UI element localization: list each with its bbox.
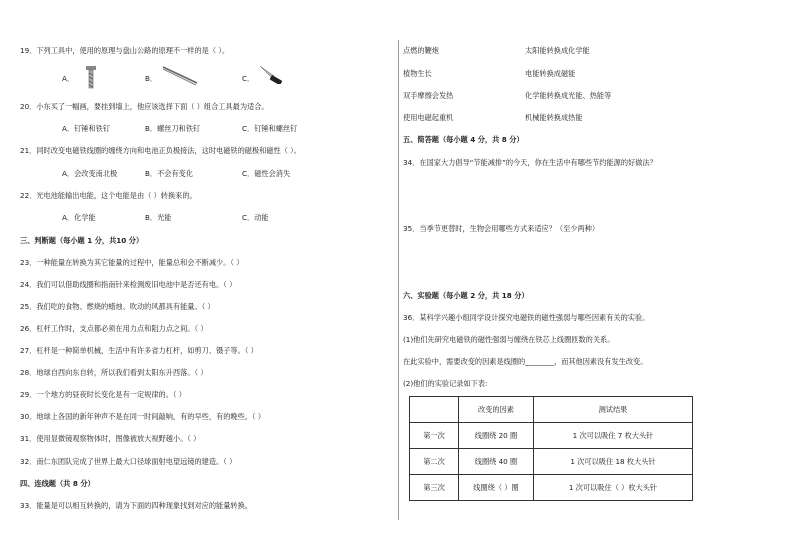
table-cell: 线圈绕 40 圈 xyxy=(459,449,534,475)
table-cell: 1 次可以吸住（ ）枚大头针 xyxy=(534,475,693,501)
section-6-heading: 六、实验题（每小题 2 分，共 18 分） xyxy=(403,291,529,300)
question-25: 25．我们吃的食物、燃烧的蜡烛、吹动的风都具有能量。（ ） xyxy=(20,302,215,311)
match-phenomenon: 双手摩擦会发热 xyxy=(403,91,454,100)
question-20: 20．小东买了一幅画，要挂到墙上，他应该选择下面（ ）组合工具最为适合。 xyxy=(20,102,269,111)
option-21-a: A．会改变南北极 xyxy=(62,169,118,178)
option-20-a: A．钉锤和铁钉 xyxy=(62,124,111,133)
option-22-b: B．光能 xyxy=(145,213,172,222)
question-23: 23．一种能量在转换为其它能量的过程中，能量总和会不断减少。（ ） xyxy=(20,258,244,267)
section-4-heading: 四、连线题（共 8 分） xyxy=(20,479,95,488)
tweezers-icon xyxy=(160,64,200,86)
option-20-c: C．钉锤和螺丝钉 xyxy=(242,124,298,133)
question-36-fill-blank: 在此实验中，需要改变的因素是线圈的________，而其他因素没有发生改变。 xyxy=(403,357,648,366)
table-header-row xyxy=(410,397,693,423)
question-27: 27．杠杆是一种简单机械，生活中有许多省力杠杆，如剪刀、镊子等。（ ） xyxy=(20,346,258,355)
column-divider xyxy=(398,40,399,520)
question-32: 32．南仁东团队完成了世界上最大口径球面射电望远镜的建造。（ ） xyxy=(20,457,237,466)
table-row xyxy=(410,475,693,501)
question-33: 33．能量是可以相互转换的，请为下面的四种现象找到对应的能量转换。 xyxy=(20,501,252,510)
table-row xyxy=(410,423,693,449)
table-header-cell: 改变的因素 xyxy=(459,397,534,423)
option-21-b: B．不会有变化 xyxy=(145,169,194,178)
question-22: 22．光电池能输出电能，这个电能是由（ ）转换来的。 xyxy=(20,191,197,200)
question-24: 24．我们可以借助线圈和指南针来检测废旧电池中是否还有电。（ ） xyxy=(20,280,237,289)
question-31: 31．使用显微镜观察物体时，图像被放大视野越小。（ ） xyxy=(20,434,201,443)
option-22-c: C．动能 xyxy=(242,213,269,222)
match-conversion: 太阳能转换成化学能 xyxy=(525,46,590,55)
question-30: 30．地球上各国的新年钟声不是在同一时间敲响，有的早些，有的晚些。（ ） xyxy=(20,412,266,421)
question-29: 29．一个地方的昼夜时长变化是有一定规律的。（ ） xyxy=(20,390,186,399)
table-header-cell: 测试结果 xyxy=(534,397,693,423)
option-19-a: A． xyxy=(62,74,75,83)
experiment-table xyxy=(409,396,693,501)
question-35: 35．当季节更替时，生物会用哪些方式来适应？（至少两种） xyxy=(403,224,600,233)
match-phenomenon: 使用电磁起重机 xyxy=(403,113,454,122)
table-cell: 1 次可以吸住 18 枚大头针 xyxy=(534,449,693,475)
question-19: 19．下列工具中，使用的原理与盘山公路的原理不一样的是（ ）。 xyxy=(20,46,230,55)
option-21-c: C．磁性会消失 xyxy=(242,169,291,178)
table-cell: 第三次 xyxy=(410,475,459,501)
question-21: 21．同时改变电磁铁线圈的缠绕方向和电池正负极接法，这时电磁铁的磁极和磁性（ ）。 xyxy=(20,146,301,155)
table-cell: 第一次 xyxy=(410,423,459,449)
option-22-a: A．化学能 xyxy=(62,213,96,222)
table-cell: 线圈绕（ ）圈 xyxy=(459,475,534,501)
match-phenomenon: 点燃的鞭炮 xyxy=(403,46,439,55)
option-19-b: B． xyxy=(145,74,158,83)
knife-icon xyxy=(258,64,286,84)
section-5-heading: 五、简答题（每小题 4 分，共 8 分） xyxy=(403,135,524,144)
question-36-part-1: (1)他们先研究电磁铁的磁性强弱与缠绕在铁芯上线圈匝数的关系。 xyxy=(403,335,615,344)
question-28: 28．地球自西向东自转，所以我们看到太阳东升西落。（ ） xyxy=(20,368,208,377)
question-34: 34．在国家大力倡导“节能减排”的今天，你在生活中有哪些节约能源的好做法？ xyxy=(403,158,657,167)
match-phenomenon: 植物生长 xyxy=(403,69,432,78)
table-cell: 线圈绕 20 圈 xyxy=(459,423,534,449)
table-cell: 第二次 xyxy=(410,449,459,475)
option-19-c: C． xyxy=(242,74,255,83)
table-cell: 1 次可以吸住 7 枚大头针 xyxy=(534,423,693,449)
match-conversion: 电能转换成磁能 xyxy=(525,69,576,78)
screw-icon xyxy=(80,64,102,92)
option-20-b: B．螺丝刀和铁钉 xyxy=(145,124,201,133)
match-conversion: 化学能转换成光能、热能等 xyxy=(525,91,612,100)
question-26: 26．杠杆工作时，支点都必须在用力点和阻力点之间。（ ） xyxy=(20,324,208,333)
question-36-part-2: (2)他们的实验记录如下表： xyxy=(403,379,493,388)
section-3-heading: 三、判断题（每小题 1 分，共10 分） xyxy=(20,236,144,245)
question-36: 36．某科学兴趣小组同学设计探究电磁铁的磁性强弱与哪些因素有关的实验。 xyxy=(403,313,650,322)
match-conversion: 机械能转换成热能 xyxy=(525,113,583,122)
table-row xyxy=(410,449,693,475)
table-header-cell xyxy=(410,397,459,423)
